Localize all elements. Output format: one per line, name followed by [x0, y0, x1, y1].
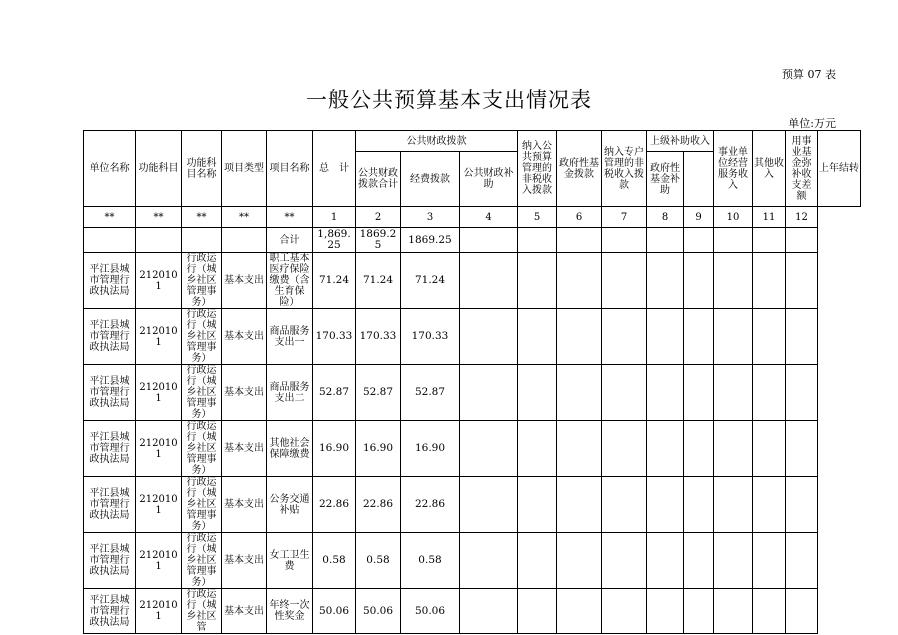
cell-total: 52.87 — [313, 365, 356, 421]
header-total: 总 计 — [313, 131, 356, 207]
cell-fiscal-total: 52.87 — [356, 365, 401, 421]
header-business-income: 事业单位经营服务收入 — [714, 131, 753, 207]
cell-total: 50.06 — [313, 589, 356, 634]
index-cell: 1 — [313, 207, 356, 228]
cell-unit: 平江县城市管理行政执法局 — [84, 589, 136, 634]
total-public-fiscal: 1869.25 — [356, 228, 401, 253]
index-cell: 2 — [356, 207, 401, 228]
header-func-code: 功能科目 — [136, 131, 182, 207]
table-row — [84, 533, 861, 589]
index-cell: 5 — [518, 207, 557, 228]
cell-item: 商品服务支出一 — [267, 309, 313, 365]
cell-unit: 平江县城市管理行政执法局 — [84, 421, 136, 477]
index-cell: 6 — [557, 207, 602, 228]
index-cell: 12 — [786, 207, 818, 228]
header-superior-subsidy: 上级补助收入 — [647, 131, 714, 152]
table-row — [84, 421, 861, 477]
cell-item: 公务交通补贴 — [267, 477, 313, 533]
index-cell: 7 — [602, 207, 647, 228]
index-cell: 11 — [753, 207, 786, 228]
header-row — [84, 131, 861, 152]
total-amount: 1,869.25 — [313, 228, 356, 253]
cell-type: 基本支出 — [222, 421, 267, 477]
header-public-fiscal: 公共财政拨款 — [356, 131, 518, 152]
cell-code: 2120101 — [136, 533, 182, 589]
cell-type: 基本支出 — [222, 365, 267, 421]
cell-operating: 71.24 — [401, 253, 460, 309]
cell-unit: 平江县城市管理行政执法局 — [84, 253, 136, 309]
cell-unit: 平江县城市管理行政执法局 — [84, 365, 136, 421]
index-row — [84, 207, 861, 228]
cell-func-name: 行政运行（城乡社区管理事务） — [182, 421, 222, 477]
cell-func-name: 行政运行（城乡社区管理事务） — [182, 477, 222, 533]
cell-type: 基本支出 — [222, 253, 267, 309]
header-func-name: 功能科目名称 — [182, 131, 222, 207]
cell-operating: 22.86 — [401, 477, 460, 533]
header-unit-name: 单位名称 — [84, 131, 136, 207]
cell-unit: 平江县城市管理行政执法局 — [84, 533, 136, 589]
header-superior-public-fiscal: 公共财政补助 — [460, 152, 518, 207]
cell-operating: 170.33 — [401, 309, 460, 365]
cell-fiscal-total: 50.06 — [356, 589, 401, 634]
budget-table — [83, 130, 861, 634]
index-cell: ** — [267, 207, 313, 228]
index-cell: 3 — [401, 207, 460, 228]
cell-fiscal-total: 16.90 — [356, 421, 401, 477]
cell-item: 女工卫生费 — [267, 533, 313, 589]
cell-operating: 50.06 — [401, 589, 460, 634]
header-gov-fund: 政府性基金拨款 — [557, 131, 602, 207]
cell-func-name: 行政运行（城乡社区管理事务） — [182, 533, 222, 589]
table-row — [84, 253, 861, 309]
cell-item: 职工基本医疗保险缴费（含生育保险） — [267, 253, 313, 309]
cell-type: 基本支出 — [222, 533, 267, 589]
cell-item: 其他社会保障缴费 — [267, 421, 313, 477]
cell-item: 商品服务支出二 — [267, 365, 313, 421]
index-cell: 8 — [647, 207, 684, 228]
cell-fiscal-total: 71.24 — [356, 253, 401, 309]
cell-fiscal-total: 170.33 — [356, 309, 401, 365]
cell-total: 170.33 — [313, 309, 356, 365]
cell-code: 2120101 — [136, 589, 182, 634]
header-carry-over: 上年结转 — [818, 131, 861, 207]
cell-total: 0.58 — [313, 533, 356, 589]
cell-item: 年终一次性奖金 — [267, 589, 313, 634]
cell-func-name: 行政运行（城乡社区管理事务） — [182, 365, 222, 421]
cell-unit: 平江县城市管理行政执法局 — [84, 477, 136, 533]
index-cell: 9 — [684, 207, 714, 228]
cell-operating: 16.90 — [401, 421, 460, 477]
cell-type: 基本支出 — [222, 477, 267, 533]
cell-unit: 平江县城市管理行政执法局 — [84, 309, 136, 365]
cell-func-name: 行政运行（城乡社区管理事务） — [182, 253, 222, 309]
form-number: 预算 07 表 — [782, 68, 836, 81]
cell-code: 2120101 — [136, 477, 182, 533]
index-cell: ** — [182, 207, 222, 228]
index-cell: 4 — [460, 207, 518, 228]
header-item-name: 项目名称 — [267, 131, 313, 207]
index-cell: ** — [84, 207, 136, 228]
header-special-nontax: 纳入专户管理的非税收入拨款 — [602, 131, 647, 207]
index-cell: ** — [136, 207, 182, 228]
header-public-fiscal-total: 公共财政拨款合计 — [356, 152, 401, 207]
cell-func-name: 行政运行（城乡社区管理事务） — [182, 309, 222, 365]
cell-total: 71.24 — [313, 253, 356, 309]
cell-code: 2120101 — [136, 365, 182, 421]
header-item-type: 项目类型 — [222, 131, 267, 207]
cell-fiscal-total: 0.58 — [356, 533, 401, 589]
total-row — [84, 228, 861, 253]
cell-func-name: 行政运行（城乡社区管 — [182, 589, 222, 634]
total-label: 合计 — [267, 228, 313, 253]
table-row — [84, 477, 861, 533]
cell-type: 基本支出 — [222, 589, 267, 634]
index-cell: 10 — [714, 207, 753, 228]
header-fund-make-up: 用事业基金弥补收支差额 — [786, 131, 818, 207]
cell-total: 22.86 — [313, 477, 356, 533]
header-operating-funds: 经费拨款 — [401, 152, 460, 207]
header-other-income: 其他收入 — [753, 131, 786, 207]
cell-code: 2120101 — [136, 421, 182, 477]
cell-code: 2120101 — [136, 309, 182, 365]
table-row — [84, 365, 861, 421]
unit-label: 单位:万元 — [788, 117, 836, 130]
table-row — [84, 589, 861, 634]
index-cell: ** — [222, 207, 267, 228]
cell-operating: 0.58 — [401, 533, 460, 589]
header-public-budget-nontax: 纳入公共预算管理的非税收入拨款 — [518, 131, 557, 207]
page-title: 一般公共预算基本支出情况表 — [306, 88, 592, 112]
header-superior-gov-fund: 政府性基金补助 — [647, 152, 684, 207]
cell-code: 2120101 — [136, 253, 182, 309]
cell-operating: 52.87 — [401, 365, 460, 421]
table-row — [84, 309, 861, 365]
total-operating-funds: 1869.25 — [401, 228, 460, 253]
cell-fiscal-total: 22.86 — [356, 477, 401, 533]
cell-type: 基本支出 — [222, 309, 267, 365]
cell-total: 16.90 — [313, 421, 356, 477]
